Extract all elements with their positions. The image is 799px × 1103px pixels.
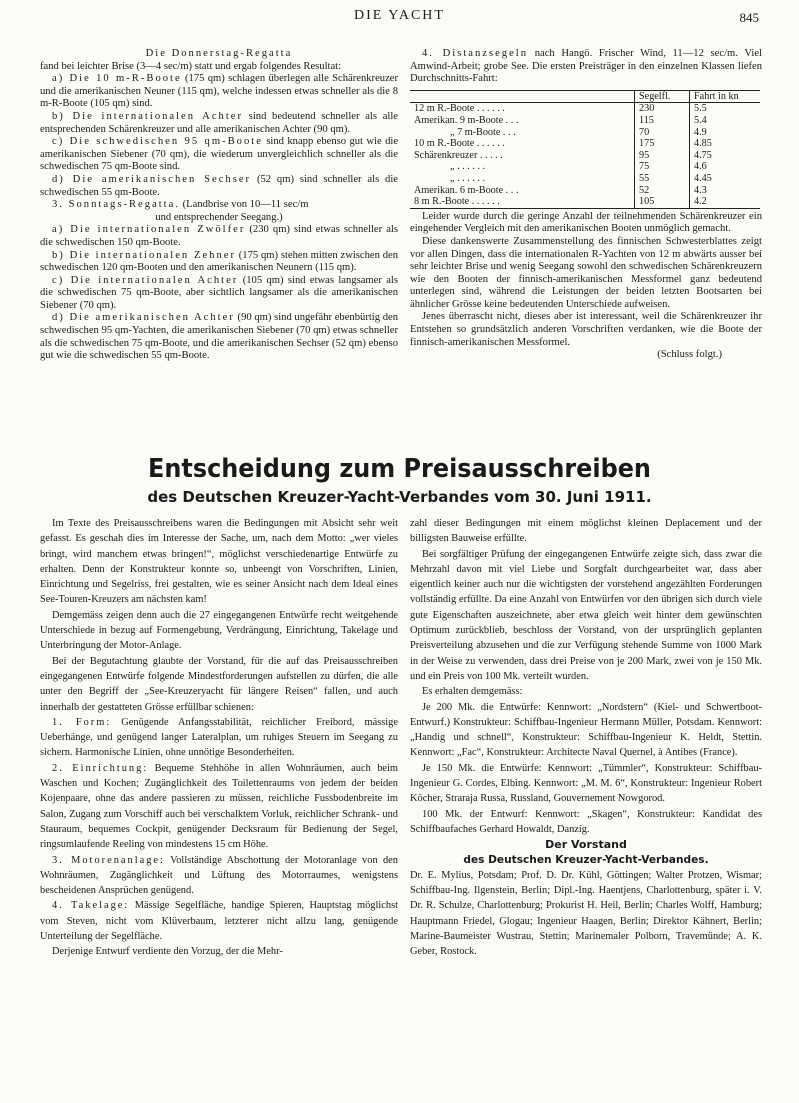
result-item <box>40 275 398 313</box>
table-cell-name: „ . . . . . . <box>450 161 486 173</box>
page-header <box>0 8 799 30</box>
table-cell-segel: 70 <box>635 127 690 139</box>
article-paragraph: Bei der Begutachtung glaubte der Vorstand, für die auf das Preisausschreiben eingegangenen Entwürfe folgende Mindestforderungen aufstellen zu dürfen, die alle unter den Begriff der „See-Kreuzeryacht für längere Reisen“ fallen, und auch innerhalb der gestatteten Grösse erfüllbar schienen: <box>40 655 398 713</box>
table-cell-fahrt: 5.4 <box>690 115 761 127</box>
signature-heading: Der Vorstand <box>545 838 627 852</box>
result-item-head: d) Die amerikanischen Sechser <box>52 173 252 185</box>
table-cell-segel: 175 <box>635 138 690 150</box>
result-item <box>40 111 398 136</box>
results-table-header <box>410 90 760 103</box>
distanz-paragraph <box>410 48 762 86</box>
table-cell-segel: 55 <box>635 173 690 185</box>
table-header-segel: Segelfl. <box>635 90 690 103</box>
result-item-head: c) Die internationalen Achter <box>52 274 239 286</box>
regatta-results-column <box>40 48 398 363</box>
requirement-head: 3. Motorenanlage: <box>52 854 165 866</box>
table-cell-segel: 52 <box>635 185 690 197</box>
result-item <box>40 136 398 174</box>
table-row <box>410 196 760 208</box>
table-cell-segel: 105 <box>635 196 690 208</box>
table-cell-segel: 75 <box>635 161 690 173</box>
prize-paragraph: 100 Mk. der Entwurf: Kennwort: „Skagen“, Konstrukteur: Kandidat des Schiffbaufaches Gerhard Howaldt, Danzig. <box>410 808 762 835</box>
table-row <box>410 103 760 115</box>
result-item <box>40 312 398 362</box>
table-cell-fahrt: 4.45 <box>690 173 761 185</box>
requirement-text: Bequeme Stehhöhe in allen Wohnräumen, auch beim Waschen und Kochen; Zugänglichkeit des Toilettenraums von jedem der beiden Kojenpaare, ohne das andere passieren zu müssen, reichliche Fussbodenbreite im Salon, Zugang zum Vorschiff auch bei verschalktem Vorluk, reichlicher Schrank- und Stauraum, bequemes Cockpit, genügender Decksraum für Bedienung der Segel, ringsumlaufende Reeling von mindestens 15 cm Höhe. <box>40 762 398 851</box>
result-item-text: sind knapp ebenso gut wie die amerikanischen Siebener (70 qm), die wiederum unvergleichlich schneller als die schwedischen 75 qm-Boote sind. <box>40 136 399 173</box>
sonntags-title: 3. Sonntags-Regatta. <box>52 199 180 211</box>
article-subtitle: des Deutschen Kreuzer-Yacht-Verbandes vom 30. Juni 1911. <box>147 488 652 506</box>
distanz-text: nach Hangö. Frischer Wind, 11—12 sec/m. Viel Amwind-Arbeit; grobe See. Die ersten Preisträger in den einzelnen Klassen liefen Durchschnitts-Fahrt: <box>410 48 762 85</box>
result-item-text: (105 qm) sind etwas langsamer als die schwedischen 75 qm-Boote, aber sichtlich langsamer als die amerikanischen Siebener (70 qm). <box>40 274 398 311</box>
table-cell-name: „ 7 m-Boote . . . <box>450 126 516 138</box>
distanz-heading: 4. Distanzsegeln <box>422 48 529 59</box>
table-cell-name: Amerikan. 6 m-Boote . . . <box>414 184 519 196</box>
article-paragraph: Es erhalten demgemäss: <box>422 686 523 698</box>
result-item-head: b) Die internationalen Zehner <box>52 249 236 261</box>
donnerstag-intro: fand bei leichter Brise (3—4 sec/m) statt und ergab folgendes Resultat: <box>40 60 342 72</box>
result-item-text: (52 qm) sind schneller als die schwedischen 55 qm-Boote. <box>40 173 398 198</box>
requirement-head: 2. Einrichtung: <box>52 762 149 774</box>
result-item-text: (90 qm) sind ungefähr ebenbürtig den schwedischen 95 qm-Yachten, die amerikanischen Siebener (70 qm) etwas schneller als die schwedischen 75 qm-Boote, und die amerikanischen Sechser (52 qm) ebenso gut wie die schwedischen 55 qm-Boote. <box>40 312 399 362</box>
distanzsegeln-column <box>410 48 762 362</box>
result-item-head: a) Die 10 m-R-Boote <box>52 73 182 85</box>
table-cell-name: 10 m R.-Boote . . . . . . <box>414 138 505 150</box>
requirement-item <box>40 853 398 899</box>
table-cell-fahrt: 4.6 <box>690 161 761 173</box>
table-cell-fahrt: 4.75 <box>690 150 761 162</box>
table-row <box>410 150 760 162</box>
requirement-text: Genügende Anfangsstabilität, reichlicher Freibord, mässige Ueberhänge, und genügend langer Lateralplan, um ruhiges Steuern im Seegang zu sichern. Harmonische Linien, ohne unnötige Besonderheiten. <box>40 716 398 759</box>
table-row <box>410 185 760 197</box>
result-item-head: b) Die internationalen Achter <box>52 110 243 122</box>
requirement-head: 4. Takelage: <box>52 900 130 912</box>
sonntags-heading <box>40 199 398 212</box>
requirement-item <box>40 898 398 944</box>
table-row <box>410 161 760 173</box>
result-item-head: c) Die schwedischen 95 qm-Boote <box>52 136 263 148</box>
prize-paragraph: Je 150 Mk. die Entwürfe: Kennwort: „Tümmler“, Konstrukteur: Schiffbau-Ingenieur G. Cordes, Elbing. Kennwort: „M. M. 6“, Konstrukteur: Ingenieur Robert Köcher, Straraja Russa, Russland, Gouvernement Nowgorod. <box>410 762 762 805</box>
table-cell-name: Schärenkreuzer . . . . . <box>414 149 503 161</box>
result-item <box>40 73 398 111</box>
table-row <box>410 173 760 185</box>
requirement-item <box>40 761 398 853</box>
signature-subheading: des Deutschen Kreuzer-Yacht-Verbandes. <box>463 853 709 866</box>
table-header-fahrt: Fahrt in kn <box>690 90 761 103</box>
table-cell-segel: 230 <box>635 103 690 115</box>
table-cell-segel: 115 <box>635 115 690 127</box>
table-row <box>410 138 760 150</box>
table-cell-name: „ . . . . . . <box>450 172 486 184</box>
table-cell-fahrt: 4.2 <box>690 196 761 208</box>
result-item-text: (230 qm) sind etwas schneller als die schwedischen 150 qm-Boote. <box>40 224 398 248</box>
diese-paragraph: Diese dankenswerte Zusammenstellung des finnischen Schwesterblattes zeigt vor allen Dingen, dass die internationalen R-Yachten von 12 m abwärts ausser bei sehr leichter Brise und wenig Seegang sowohl den schwedischen Schärenkreuzern wie den Booten der finnisch-amerikanischen Messformel ganz bedeutend unterlegen sind, während die Leistungen der beiden letzten Bootsarten bei ähnlicher Grösse keine bedeutenden Unterschiede aufweisen. <box>410 235 762 310</box>
requirement-item <box>40 715 398 761</box>
jenes-paragraph: Jenes überrascht nicht, dieses aber ist interessant, weil die Schärenkreuzer ihr Entstehen so grundsätzlich anderen Vorschriften verdanken, wie die Boote der finnisch-amerikanischen Messformel. <box>410 311 762 348</box>
prize-paragraph: Je 200 Mk. die Entwürfe: Kennwort: „Nordstern“ (Kiel- und Schwertboot-Entwurf.) Konstrukteur: Schiffbau-Ingenieur Hermann Müller, Potsdam. Kennwort: „Handig und schnell“, Konstrukteur: Schiffbau-Ingenieur K. Heldt, Stettin. Kennwort: „Fac“, Konstrukteur: Architecte Naval Quernel, à Antibes (France). <box>410 701 762 759</box>
table-cell-fahrt: 4.85 <box>690 138 761 150</box>
result-item-head: a) Die internationalen Zwölfer <box>52 224 246 236</box>
table-cell-segel: 95 <box>635 150 690 162</box>
article-paragraph: Im Texte des Preisausschreibens waren die Bedingungen mit Absicht sehr weit gefasst. Es geschah dies im Interesse der Sache, um, nach dem Motto: „wer vieles bringt, wird manchem etwas bringen!“, möglichst verschiedenartige Entwürfe zu erhalten. Denn der Konstrukteur konnte so, unbeengt von Vorschriften, Linien, Einrichtung und Segelriss, frei gestalten, wie es seiner Ansicht nach dem Ideal eines See-Touren-Kreuzers am nächsten kam! <box>40 518 398 606</box>
result-item-text: sind bedeutend schneller als alle entsprechenden Schärenkreuzer und alle amerikanischen Achter (90 qm). <box>40 110 398 135</box>
page-number: 845 <box>739 10 759 25</box>
table-row <box>410 115 760 127</box>
results-table <box>410 90 760 209</box>
article-paragraph: zahl dieser Bedingungen mit einem möglichst kleinen Deplacement und der billigsten Bauweise erfüllte. <box>410 518 762 545</box>
table-row <box>410 127 760 139</box>
result-item <box>40 174 398 199</box>
result-item-text: (175 qm) stehen mitten zwischen den schwedischen 120 qm-Booten und den amerikanischen Neunern (115 qm). <box>40 249 398 274</box>
leider-paragraph: Leider wurde durch die geringe Anzahl der teilnehmenden Schärenkreuzer ein eingehender Vergleich mit den amerikanischen Booten unmöglich gemacht. <box>410 210 762 235</box>
article-title: Entscheidung zum Preisausschreiben <box>148 454 651 484</box>
result-item-text: (175 qm) schlagen überlegen alle Schärenkreuzer und die amerikanischen Neuner (115 qm), welche indessen etwas schneller als die 8 m-R-Boote (105 qm) sind. <box>40 73 399 110</box>
article-paragraph: Bei sorgfältiger Prüfung der eingegangenen Entwürfe zeigte sich, dass zwar die Mehrzahl davon mit viel Liebe und Sorgfalt durchgearbeitet war, dass aber eigentlich keiner auch nur die wichtigsten der vorstehend angezählten Forderungen vollständig erfüllte. Da eine Anzahl von Entwürfen vor den übrigen sich durch viele gute Eigenschaften auszeichnete, aber etwa gleich weit hinter dem gewünschten Optimum zurückblieb, beschloss der Vorstand, von der ursprünglich geplanten Preisverteilung abzusehen und die zur Verfügung stehende Summe von 1000 Mark in der Weise zu verwenden, dass drei Preise von je 200 Mark, zwei von je 150 Mk. und ein Preis von 100 Mk. verteilt wurden. <box>410 548 762 682</box>
table-header-name <box>410 90 635 103</box>
table-cell-name: 12 m R.-Boote . . . . . . <box>414 103 505 115</box>
schluss-note: (Schluss folgt.) <box>657 349 722 361</box>
table-cell-name: 8 m R.-Boote . . . . . . <box>410 196 635 208</box>
requirement-text: Mässige Segelfläche, handige Spieren, Hauptstag möglichst vom Steven, nicht vom Klüverbaum, letzterer nicht allzu lang, genügende Unterteilung der Segelfläche. <box>40 900 399 943</box>
sonntags-conditions: (Landbrise von 10—11 sec/m <box>182 199 309 211</box>
table-cell-fahrt: 4.9 <box>690 127 761 139</box>
article-right-column <box>410 516 762 960</box>
donnerstag-heading: Die Donnerstag-Regatta <box>145 48 293 59</box>
board-members: Dr. E. Mylius, Potsdam; Prof. D. Dr. Kühl, Göttingen; Walter Protzen, Wismar; Schiffbau-Ing. Ilgenstein, Berlin; Dipl.-Ing. Haentjens, Charlottenburg, später i. V. Dr. R. Schulze, Charlottenburg; Prokurist H. Heil, Berlin; Charles Wolff, Hamburg; Hauptmann Friedel, Glogau; Ingenieur Haagen, Berlin; Direktor Kähnert, Berlin; Marine-Baumeister Wustrau, Stettin; Marinemaler Polborn, Travemünde; A. K. Geber, Rostock. <box>410 869 762 958</box>
result-item <box>40 250 398 275</box>
table-cell-fahrt: 4.3 <box>690 185 761 197</box>
requirement-head: 1. Form: <box>52 716 112 728</box>
article-paragraph: Derjenige Entwurf verdiente den Vorzug, der die Mehr- <box>52 946 283 958</box>
table-cell-fahrt: 5.5 <box>690 103 761 115</box>
article-paragraph: Demgemäss zeigen denn auch die 27 eingegangenen Entwürfe recht weitgehende Unterschiede in bezug auf Formengebung, Verdrängung, Einrichtung, Takelage und Unterbringung der Motor-Anlage. <box>40 609 398 652</box>
table-cell-name: Amerikan. 9 m-Boote . . . <box>414 114 519 126</box>
running-title: DIE YACHT <box>354 8 445 23</box>
result-item-head: d) Die amerikanischen Achter <box>52 312 235 324</box>
result-item <box>40 224 398 249</box>
article-left-column <box>40 516 398 960</box>
sonntags-conditions-2: und entsprechender Seegang.) <box>155 211 283 223</box>
requirement-text: Vollständige Abschottung der Motoranlage von den Wohnräumen, Zugänglichkeit und Lüftung des Motorraumes, wenigstens bescheidenen Ansprüchen genügend. <box>40 854 398 897</box>
